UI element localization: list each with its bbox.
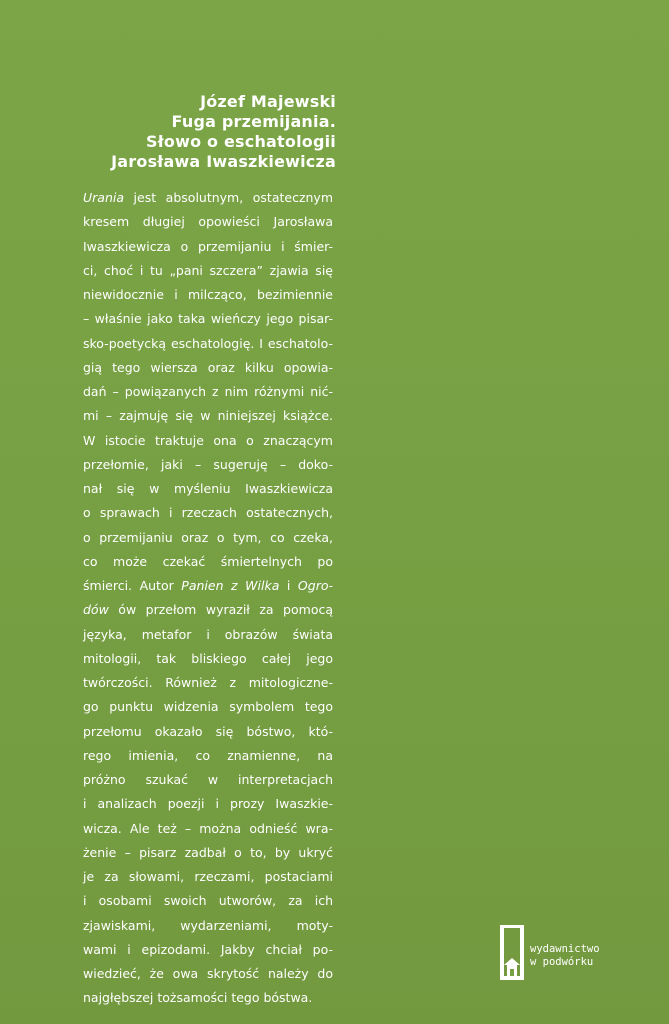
blurb-text-run: próżno szukać w interpretacjach <box>83 772 333 787</box>
blurb-line <box>83 817 333 841</box>
blurb-line <box>83 259 333 283</box>
book-title: Fuga przemijania. <box>171 112 336 131</box>
blurb-text-run: przełomie, jaki – sugeruję – doko- <box>83 456 333 472</box>
blurb-line <box>83 695 333 719</box>
blurb-line <box>83 889 333 913</box>
house-building-icon <box>499 925 525 981</box>
book-subtitle-line-1: Słowo o eschatologii <box>146 132 336 151</box>
blurb-line <box>83 453 333 477</box>
blurb-text-run: zjawiskami, wydarzeniami, moty- <box>83 917 333 933</box>
blurb-line <box>83 938 333 962</box>
blurb-line <box>83 380 333 404</box>
blurb-line <box>83 841 333 865</box>
blurb-line <box>83 307 333 331</box>
blurb-line <box>83 598 333 622</box>
blurb-line <box>83 720 333 744</box>
blurb-text-run: sko-poetycką eschatologię. I eschatolo- <box>83 335 333 351</box>
book-title-block <box>86 92 336 172</box>
blurb-line <box>83 186 333 210</box>
blurb-text-run: wiedzieć, że owa skrytość należy do <box>83 966 333 981</box>
blurb-text <box>83 186 333 1011</box>
blurb-line <box>83 647 333 671</box>
blurb-italic-title: dów <box>83 602 109 618</box>
blurb-line <box>83 792 333 816</box>
blurb-text-run: mitologii, tak bliskiego całej jego <box>83 650 333 666</box>
blurb-italic-title: Ogro- <box>297 578 333 593</box>
blurb-line <box>83 429 333 453</box>
blurb-text-run: o sprawach i rzeczach ostatecznych, <box>83 505 333 521</box>
book-subtitle-line-2: Jarosława Iwaszkiewicza <box>111 152 336 171</box>
blurb-line <box>83 744 333 768</box>
blurb-line <box>83 962 333 986</box>
blurb-line <box>83 671 333 695</box>
publisher-block <box>499 921 629 981</box>
blurb-text-run: i osobami swoich utworów, za ich <box>83 893 333 909</box>
blurb-text-run: języka, metafor i obrazów świata <box>83 626 333 642</box>
blurb-text-run: gią tego wiersza oraz kilku opowia- <box>83 359 333 375</box>
blurb-text-run: niewidocznie i milcząco, bezimiennie <box>83 287 333 302</box>
blurb-italic-title: Urania <box>83 190 125 205</box>
publisher-name <box>530 943 600 969</box>
blurb-text-run: przełomu okazało się bóstwo, któ- <box>83 723 333 739</box>
blurb-text-run: nał się w myśleniu Iwaszkiewicza <box>83 481 333 496</box>
blurb-text-run: dań – powiązanych z nim różnymi nić- <box>83 384 333 399</box>
blurb-italic-title: Panien z Wilka <box>181 578 280 593</box>
blurb-line <box>83 914 333 938</box>
blurb-text-run: ów przełom wyraził za pomocą <box>108 602 333 618</box>
blurb-line <box>83 526 333 550</box>
blurb-text-run: wami i epizodami. Jakby chciał po- <box>83 941 333 957</box>
blurb-line <box>83 865 333 889</box>
blurb-line <box>83 477 333 501</box>
blurb-line <box>83 283 333 307</box>
blurb-line <box>83 986 333 1010</box>
blurb-text-run: żenie – pisarz zadbał o to, by ukryć <box>83 844 333 860</box>
publisher-name-line-2: w podwórku <box>530 956 594 968</box>
blurb-line <box>83 332 333 356</box>
blurb-text-run: wicza. Ale też – można odnieść wra- <box>83 820 333 836</box>
blurb-text-run: Iwaszkiewicza o przemijaniu i śmier- <box>83 238 333 254</box>
blurb-text-run: kresem długiej opowieści Jarosława <box>83 214 333 230</box>
blurb-text-run: najgłębszej tożsamości tego bóstwa. <box>83 990 313 1006</box>
blurb-text-run: i <box>279 578 298 593</box>
blurb-line <box>83 235 333 259</box>
blurb-text-run: – właśnie jako taka wieńczy jego pisar- <box>83 311 333 327</box>
blurb-line <box>83 501 333 525</box>
blurb-line <box>83 623 333 647</box>
blurb-line <box>83 210 333 234</box>
blurb-line <box>83 574 333 598</box>
blurb-text-run: jest absolutnym, ostatecznym <box>124 190 333 205</box>
publisher-name-line-1: wydawnictwo <box>530 943 600 955</box>
blurb-line <box>83 550 333 574</box>
blurb-line <box>83 768 333 792</box>
blurb-text-run: W istocie traktuje ona o znaczącym <box>83 432 333 448</box>
blurb-text-run: twórczości. Również z mitologiczne- <box>83 675 333 690</box>
blurb-text-run: mi – zajmuję się w niniejszej książce. <box>83 408 333 424</box>
blurb-text-run: go punktu widzenia symbolem tego <box>83 699 333 715</box>
blurb-text-run: o przemijaniu oraz o tym, co czeka, <box>83 529 333 545</box>
blurb-text-run: ci, choć i tu „pani szczera” zjawia się <box>83 262 333 278</box>
blurb-line <box>83 404 333 428</box>
blurb-text-run: i analizach poezji i prozy Iwaszkie- <box>83 796 333 812</box>
blurb-line <box>83 356 333 380</box>
blurb-text-run: rego imienia, co znamienne, na <box>83 747 333 763</box>
author-name: Józef Majewski <box>200 92 336 111</box>
blurb-text-run: co może czekać śmiertelnych po <box>83 553 333 569</box>
blurb-text-run: je za słowami, rzeczami, postaciami <box>83 869 333 884</box>
blurb-text-run: śmierci. Autor <box>83 578 182 593</box>
